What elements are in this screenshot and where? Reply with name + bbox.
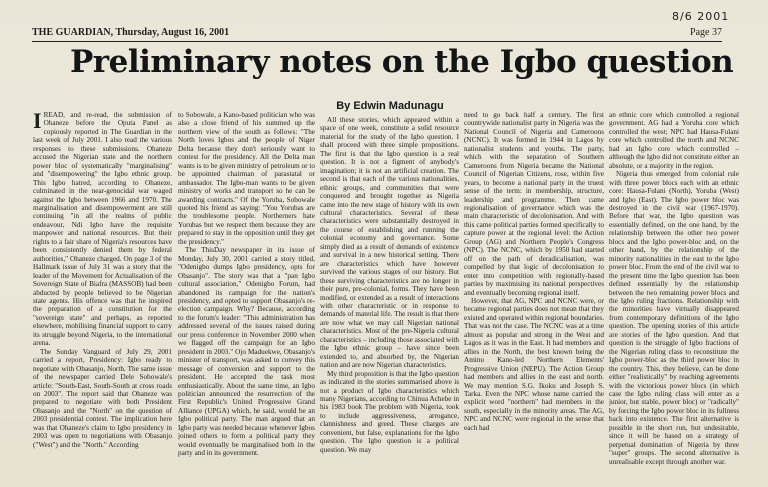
paragraph: All these stories, which appeared within a space of one week, constitute a solid resource material for the study of the Igbo question. I shall proceed with three simple propositions. The first is that the Igbo question is a real question. It is not a figment of anybody's imagination; it is not an artificial creation. The second is that each of the various nationalities, ethnic groups, and communities that were conquered and brought together as Nigeria came into the new stage of history with its own cultural characteristics. Several of these characteristics were substantially destroyed in the course of establishing and running the colonial economy and governance. Some simply died as a result of demands of existence and survival in a new historical setting. There are characteristics which have however survived the various stages of our history. But these surviving characteristics are no longer in their pure, pre-colonial, forms. They have been modified, or extended as a result of interactions with other characteristic or in response to demands of material life. The result is that there are now what we may call Nigerian national characteristics. Most of the pre-Nigeria cultural characteristics – including those associated with the Igbo ethnic group – have since been extended to, and absorbed by, the Nigerian nation and are now Nigerian characteristics.: [320, 116, 459, 370]
paragraph: need to go back half a century. The first countrywide nationalist party in Nigeria was the National Council of Nigeria and Cameroons (NCNC). It was formed in 1944 in Lagos by nationalist students and youths. The party, which with the separation of Southern Cameroons from Nigeria became the National Council of Nigerian Citizens, rose, within five years, to become a national party in the truest sense of the term: in membership, structure, leadership and programme. Then came regionalisation of governance which was the main characteristic of decolonisation. And with this came political parties formed specifically to capture power at the regional level: the Action Group (AG) and Northern People's Congress (NPC). The NCNC, which by 1950 had started off on the path of deradicalisation, was compelled by that logic of decolonisation to enter into competition with regionally-based parties by maximising its national perspectives and eventually becoming regional itself.: [464, 111, 604, 297]
paragraph: an ethnic core which controlled a regional government. AG had a Yoruba core which controlled the west; NPC had Hausa-Fulani core which controlled the north and NCNC had an Igbo core which controlled – although the Igbo did not constitute either an absolute, or a majority in the region.: [609, 111, 739, 170]
handwritten-note: 8/6 2001: [672, 10, 730, 23]
publication-dateline: THE GUARDIAN, Thursday, August 16, 2001: [32, 27, 230, 38]
paragraph: My third proposition is that the Igbo question as indicated in the stories summarised above is not a product of Igbo characteristics which many Nigerians, according to Chinua Achebe in his 1983 book The problem with Nigeria, took to include aggressiveness, arrogance, clannishness and greed. These charges are convenient, but false, explanations for the Igbo question. The Igbo question is a political question. We may: [320, 369, 459, 454]
article-column-5: [609, 111, 739, 481]
masthead: [32, 27, 722, 42]
paragraph: Nigeria thus emerged from colonial rule with three power blocs each with an ethnic core: Hausa-Fulani (North), Yoruba (West) and Igbo (East). The Igbo power bloc was destroyed in the civil war (1967-1970). Before that war, the Igbo question was essentially defined, on the one hand, by the relationship between the other two power blocs and the Igbo power-bloc and, on the other hand, by the relationship of the minority nationalities in the east to the Igbo power bloc. From the end of the civil war to the present time the Igbo question has been defined essentially by the relationship between the two remaining power blocs and the Igbo ruling fractions. Relationship with the minorities have virtually disappeared from contemporary definitions of the Igbo question. The opening stories of this article are stories of the Igbo question. And that question is the struggle of Igbo fractions of the Nigerian ruling class to reconstitute the Igbo power-bloc as the third power bloc in the country. This, they believe, can be done either "realistically" by reaching agreements with the victorious power blocs (in which case the Igbo ruling class will enter as a junior, but stable, power bloc) or "radically" by forcing the Igbo power bloc in its fullness back into existence. The first alternative is possible in the short run, but undesirable, since it will be based on a strategy of perpetual domination of Nigeria by three "super" groups. The second alternative is unrealisable except through another war.: [609, 170, 739, 466]
drop-cap: I: [33, 111, 42, 133]
paragraph: to Sobowale, a Kano-based politician who was also a close friend of his summed up the northern view of the south as follows: "The North loves Igbos and the people of Niger Delta because they don't seriously want to contest for the presidency. All the Delta man wants is to be given ministry of petroleum or to be appointed chairman of parastatal or ambassador. The Igbo-man wants to be given ministry of works and transport so he can be awarding contracts." Of the Yoruba, Sobowale quoted his friend as saying: "You Yorubas are the troublesome people. Northerners hate Yorubas but we respect them because they are prepared to stay in the opposition until they get the presidency.": [178, 111, 315, 246]
paragraph: The ThisDay newspaper in its issue of Monday, July 30, 2001 carried a story titled, "Odenigbo dumps Igbo presidency, opts for Obasanjo". The story was that a "pan Igbo cultural association," Odenigbo Forum, had abandoned its campaign for the nation's presidency, and opted to support Obasanjo's re-election campaign. Why? Because, according to the forum's leader: "This administration has addressed several of the issues raised during our press conference in November 2000 when we flagged off the campaign for an Igbo president in 2003." Ojo Maduekwe, Obasanjo's minister of transport, was asked to convey this message of conversion and support to the president. He accepted the task most enthusiastically. About the same time, an Igbo politician announced the resurrection of the First Republic's United Progressive Grand Alliance (UPGA) which, he said, would be an Igbo political party. The man argued that an Igbo party was needed because whenever Igbos joined others to form a political party they would eventually be marginalised both in the party and in its government.: [178, 246, 315, 458]
article-column-2: [178, 111, 315, 481]
paragraph: However, that AG, NPC and NCNC were, or became regional parties does not mean that they existed and operated within regional boundaries. That was not the case. The NCNC was at a time almost as popular and strong in the West and Lagos as it was in the East. It had members and allies in the North, the best known being the Aminu Kano-led Northern Elements' Progressive Union (NEPU). The Action Group had members and allies in the east and north. We may mention S.G. Ikoku and Joseph S. Tarka. Even the NPC whose name carried the explicit word "northern" had members in the south, especially in the minority areas. The AG, NPC and NCNC were regional in the sense that each had: [464, 296, 604, 432]
article-headline: Preliminary notes on the Igbo question: [70, 44, 734, 80]
page-number: Page 37: [690, 27, 722, 38]
article-column-4: [464, 111, 604, 481]
article-byline: By Edwin Madunagu: [336, 100, 444, 112]
paragraph: READ, and re-read, the submission of Ohaneze before the Oputa Panel as copiously reported in The Guardian in the last week of July 2001. I also read the various responses to these submissions. Ohaneze accused the Nigerian state and the northern power bloc of systematically "marginalising" and "disempowering" the Igbo ethnic group. This Igbo hatred, according to Ohaneze, culminated in the near-genocidal war waged against the Igbo between 1966 and 1970. The marginalisation and disempowerment are still continuing "in all the realms of public endeavour, Ndi Igbo have the requisite manpower and national resources. But their rights to a fair share of Nigeria's resources have been consistently denied them by federal authorities," Ohaneze charged. On page 3 of the Hallmark issue of July 31 was a story that the leader of the Movement for Actualisation of the Sovereign State of Biafra (MASSOB) had been abducted by people believed to be Nigerian state agents. His offence was that he inspired the preparation of a constitution for the "sovereign state" and perhaps, as reported elsewhere, mobilising financial support to carry its struggle beyond Nigeria, to the international arena.: [33, 111, 172, 348]
article-column-1: [33, 111, 172, 481]
paragraph: The Sunday Vanguard of July 29, 2001 carried a report, Presidency: Igbo ready to negotiate with Obasanjo, North. The same issue of the newspaper carried Dele Sobowale's article: "South-East, South-South at cross roads on 2003". The report said that Ohaneze was prepared to negotiate with both President Obasanjo and the "North" on the question of 2003 presidential contest. The implication here was that Ohaneze's claim to Igbo presidency in 2003 was open to negotiations with Obasanjo ("West") and the "North." According: [33, 347, 172, 449]
article-column-3: [320, 116, 459, 481]
